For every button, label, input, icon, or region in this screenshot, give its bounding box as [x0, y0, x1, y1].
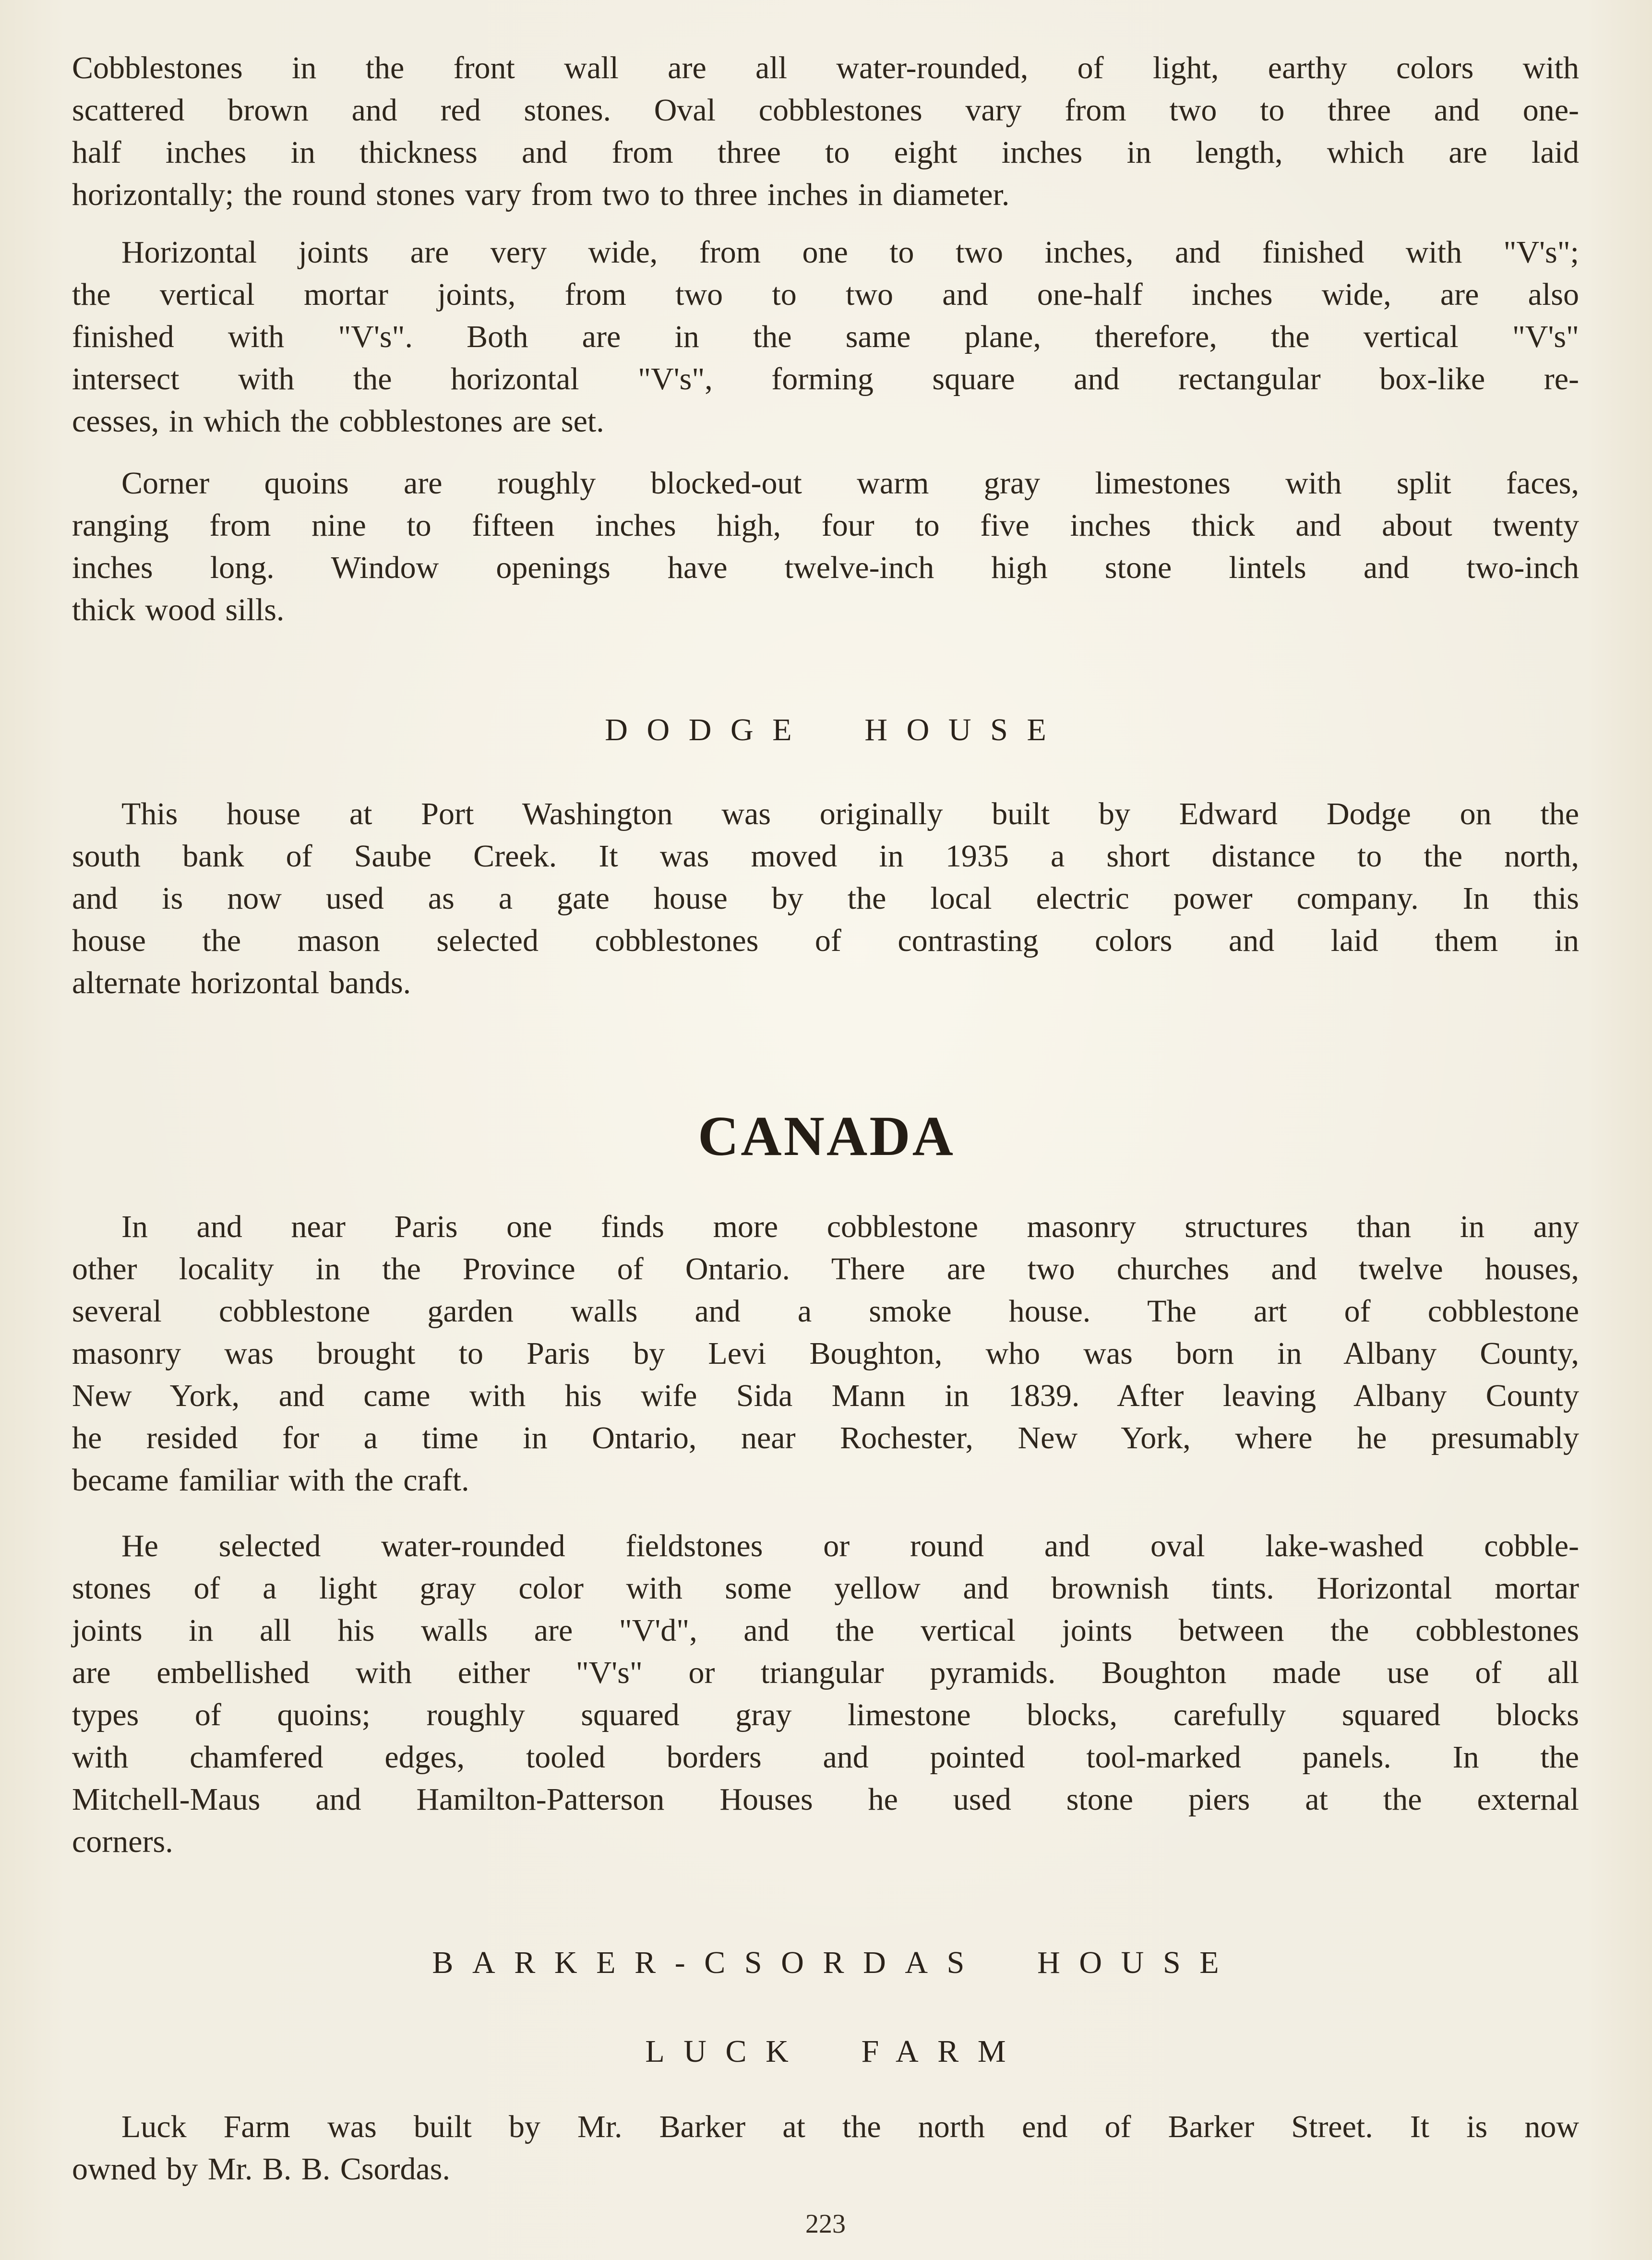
text-line: thick wood sills.	[72, 592, 285, 627]
text-line: finished with "V's". Both are in the same plane, therefore, the vertical "V's"	[72, 319, 1579, 354]
text-line: Cobblestones in the front wall are all water-rounded, of light, earthy colors with	[72, 50, 1579, 85]
section-heading-dodge-house: DODGE HOUSE	[605, 712, 1065, 747]
paragraph-paris-ontario	[72, 1206, 1579, 1502]
paragraph-boughton-stones	[72, 1525, 1579, 1863]
paragraph-cobblestones	[72, 47, 1579, 216]
text-line: are embellished with either "V's" or triangular pyramids. Boughton made use of all	[72, 1655, 1579, 1690]
text-line: horizontally; the round stones vary from two to three inches in diameter.	[72, 177, 1010, 212]
text-line: Mitchell-Maus and Hamilton-Patterson Houses he used stone piers at the external	[72, 1782, 1579, 1817]
text-line: several cobblestone garden walls and a smoke house. The art of cobblestone	[72, 1294, 1579, 1329]
paragraph-joints	[72, 231, 1579, 443]
text-line: In and near Paris one finds more cobblestone masonry structures than in any	[121, 1209, 1579, 1244]
paragraph-quoins	[72, 462, 1579, 631]
text-line: Luck Farm was built by Mr. Barker at the north end of Barker Street. It is now	[121, 2109, 1579, 2144]
text-line: corners.	[72, 1824, 173, 1859]
text-line: cesses, in which the cobblestones are set.	[72, 404, 604, 439]
text-line: This house at Port Washington was originally built by Edward Dodge on the	[121, 796, 1579, 831]
text-line: types of quoins; roughly squared gray limestone blocks, carefully squared blocks	[72, 1697, 1579, 1732]
text-line: ranging from nine to fifteen inches high, four to five inches thick and about twenty	[72, 508, 1579, 543]
text-line: masonry was brought to Paris by Levi Boughton, who was born in Albany County,	[72, 1336, 1579, 1371]
text-line: owned by Mr. B. B. Csordas.	[72, 2152, 450, 2187]
text-line: half inches in thickness and from three to eight inches in length, which are laid	[72, 135, 1579, 170]
section-heading-luck-farm: LUCK FARM	[645, 2034, 1025, 2069]
text-line: with chamfered edges, tooled borders and pointed tool-marked panels. In the	[72, 1740, 1579, 1775]
paragraph-dodge-house	[72, 793, 1579, 1004]
section-heading-barker-csordas-house: BARKER-CSORDAS HOUSE	[432, 1945, 1238, 1980]
text-line: the vertical mortar joints, from two to two and one-half inches wide, are also	[72, 277, 1579, 312]
text-line: and is now used as a gate house by the local electric power company. In this	[72, 881, 1579, 916]
text-line: intersect with the horizontal "V's", forming square and rectangular box-like re-	[72, 361, 1579, 397]
text-line: scattered brown and red stones. Oval cobblestones vary from two to three and one-	[72, 93, 1579, 128]
text-line: alternate horizontal bands.	[72, 965, 411, 1000]
text-line: he resided for a time in Ontario, near Rochester, New York, where he presumably	[72, 1420, 1579, 1455]
text-line: Horizontal joints are very wide, from one to two inches, and finished with "V's";	[121, 235, 1579, 270]
text-line: stones of a light gray color with some yellow and brownish tints. Horizontal mortar	[72, 1571, 1579, 1606]
text-line: Corner quoins are roughly blocked-out warm gray limestones with split faces,	[121, 466, 1579, 501]
paragraph-luck-farm	[72, 2106, 1579, 2190]
page-number: 223	[805, 2209, 846, 2239]
text-line: inches long. Window openings have twelve-inch high stone lintels and two-inch	[72, 550, 1579, 585]
text-line: south bank of Saube Creek. It was moved in 1935 a short distance to the north,	[72, 839, 1579, 874]
chapter-heading-canada: CANADA	[698, 1105, 956, 1167]
text-line: New York, and came with his wife Sida Mann in 1839. After leaving Albany County	[72, 1378, 1579, 1413]
text-line: joints in all his walls are "V'd", and the vertical joints between the cobblestones	[72, 1613, 1579, 1648]
text-line: became familiar with the craft.	[72, 1463, 469, 1498]
text-line: house the mason selected cobblestones of contrasting colors and laid them in	[72, 923, 1579, 958]
text-line: other locality in the Province of Ontario. There are two churches and twelve houses,	[72, 1251, 1579, 1286]
text-line: He selected water-rounded fieldstones or round and oval lake-washed cobble-	[121, 1528, 1579, 1563]
